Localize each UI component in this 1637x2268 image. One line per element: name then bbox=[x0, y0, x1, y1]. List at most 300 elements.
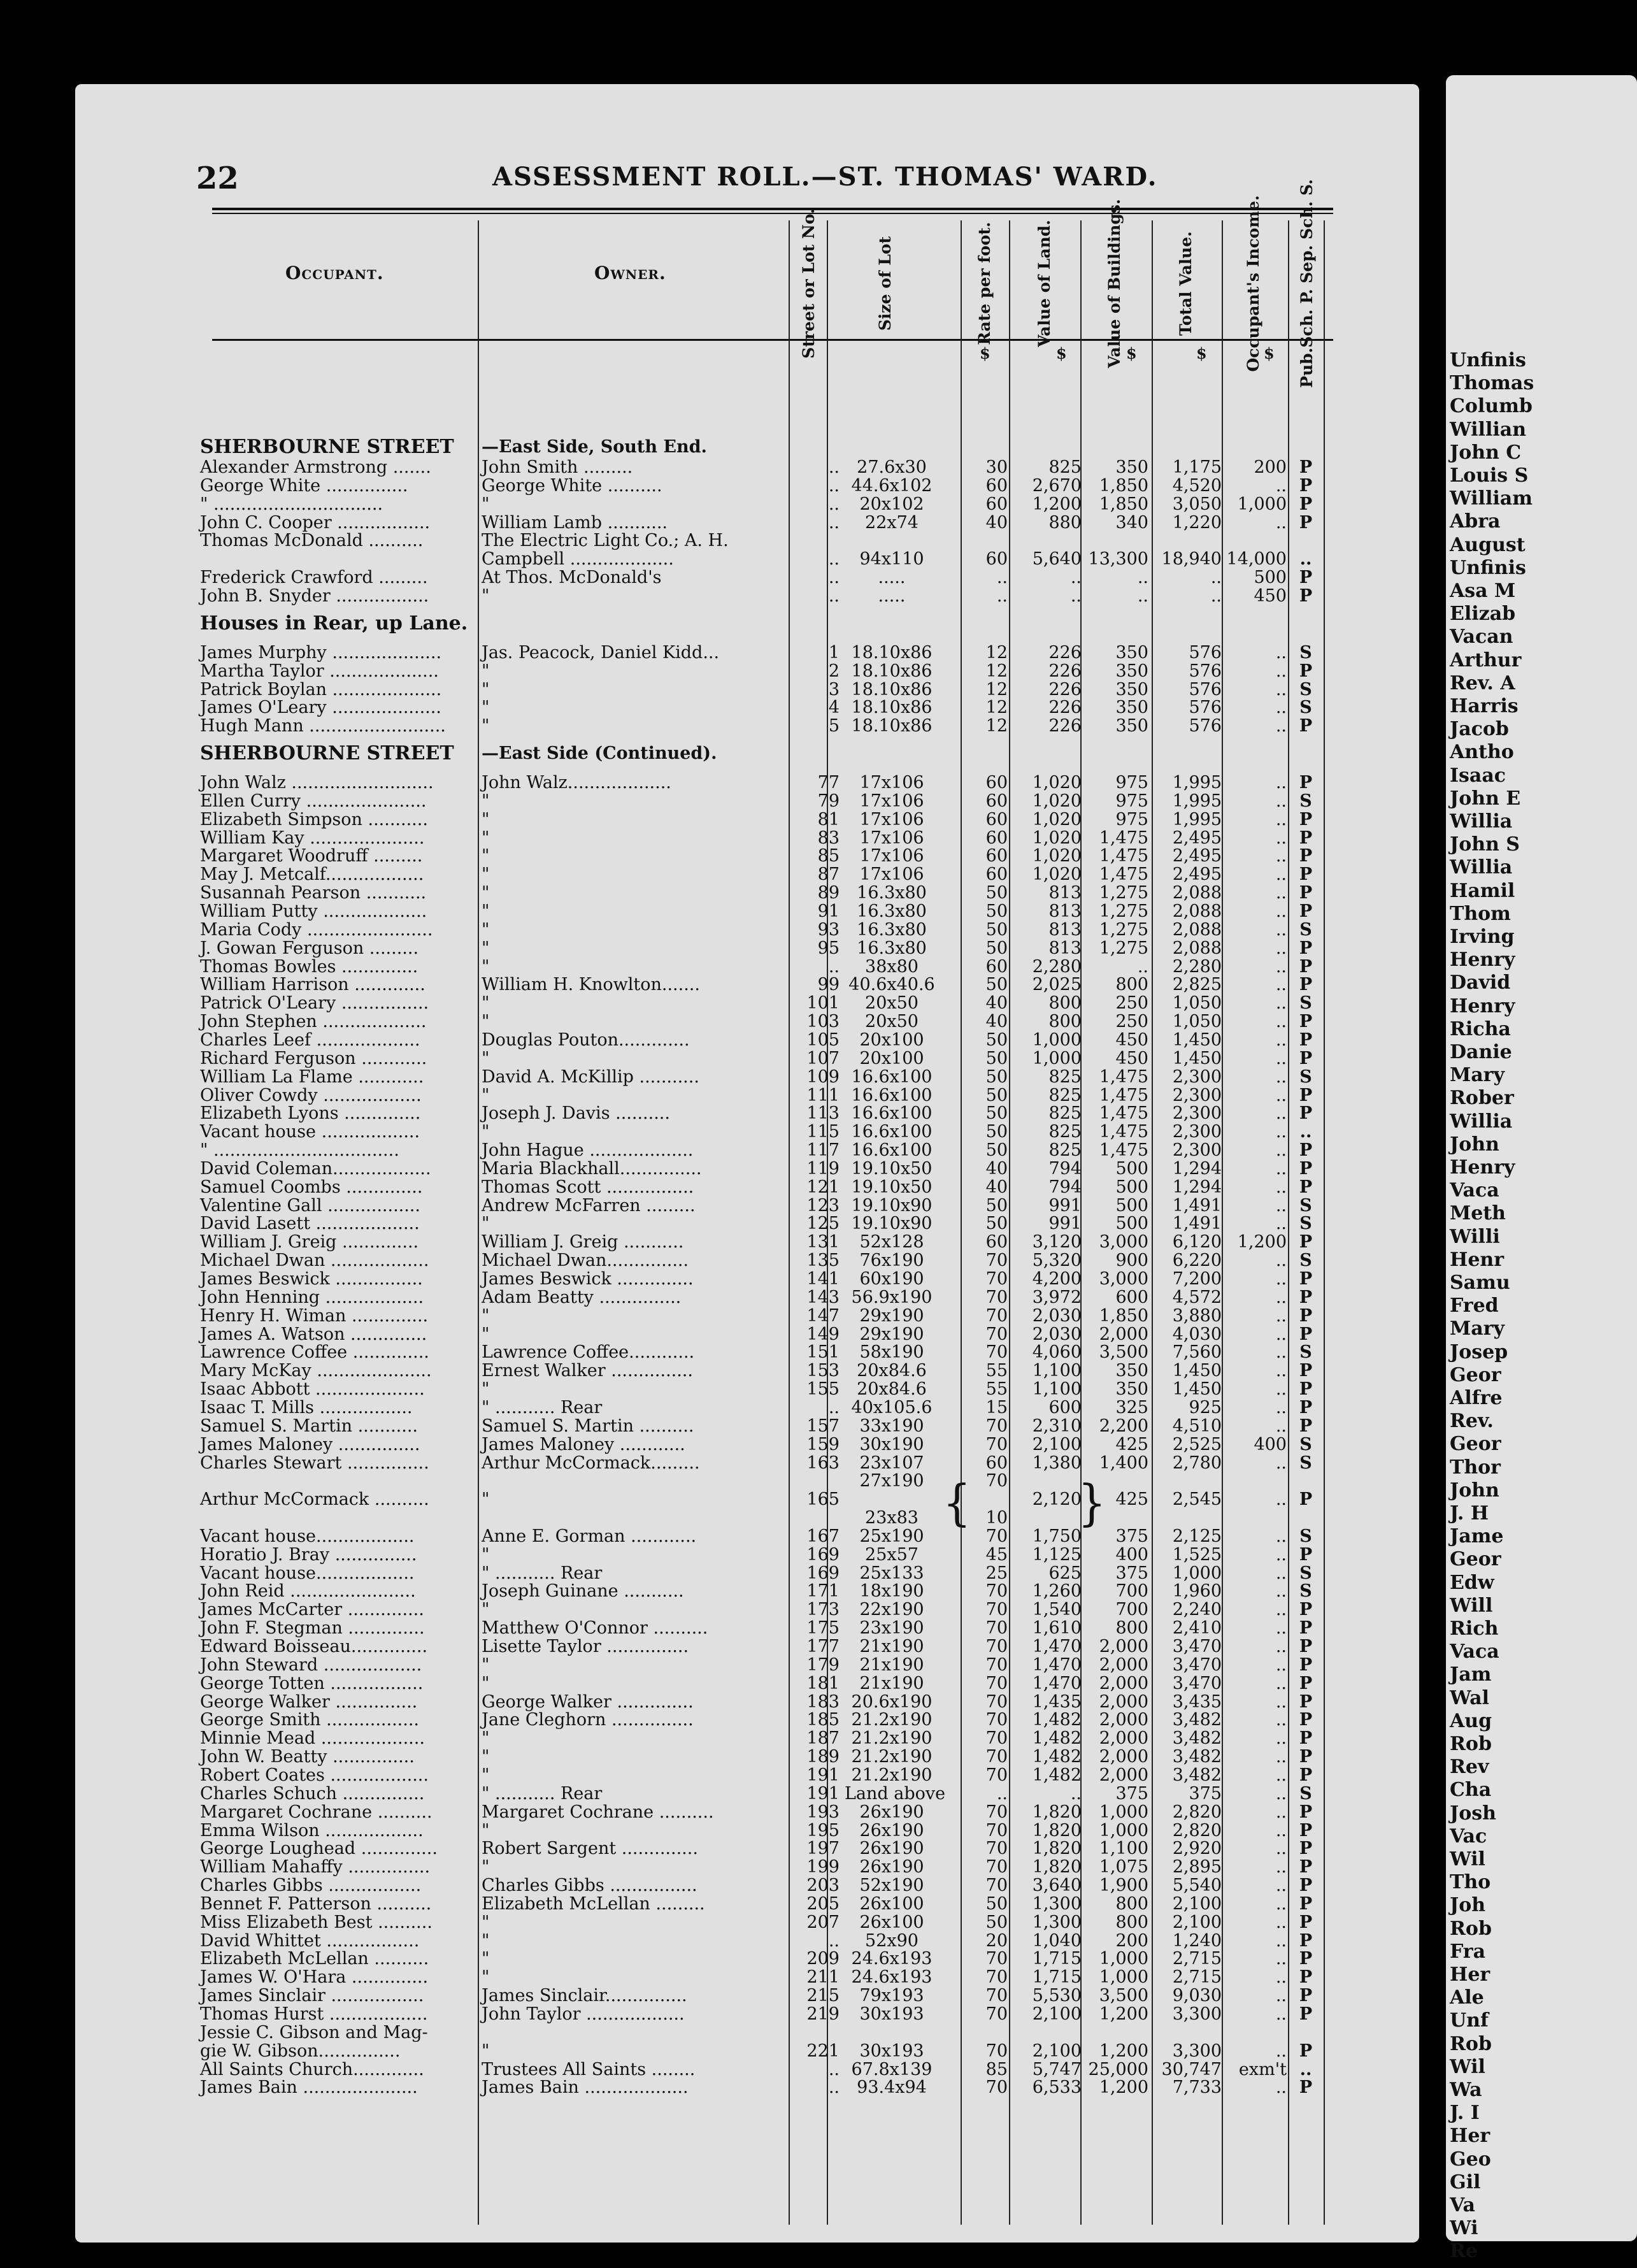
occupant-cell: " .................................. bbox=[200, 1140, 399, 1161]
buildings-value-cell: 3,000 bbox=[1099, 1269, 1148, 1289]
dollar-sign: $ bbox=[1126, 344, 1137, 362]
lot-size-cell: ..... bbox=[878, 568, 906, 588]
adjacent-page-line: Vaca bbox=[1450, 1640, 1499, 1663]
occupant-cell: Margaret Cochrane .......... bbox=[200, 1802, 432, 1822]
total-value-cell: 3,482 bbox=[1172, 1710, 1222, 1730]
school-cell: P bbox=[1299, 1085, 1313, 1105]
rate-cell: 70 bbox=[985, 1618, 1008, 1639]
buildings-value-cell: 425 bbox=[1115, 1434, 1148, 1454]
adjacent-page-line: Gil bbox=[1450, 2171, 1481, 2193]
buildings-value-cell: 25,000 bbox=[1088, 2059, 1148, 2079]
brace-left: { bbox=[943, 1474, 971, 1532]
adjacent-page-line: Rev bbox=[1450, 1756, 1489, 1779]
lot-number-cell: 151 bbox=[806, 1342, 840, 1363]
land-value-cell: 1,610 bbox=[1032, 1618, 1082, 1639]
land-value-cell: 226 bbox=[1048, 716, 1082, 736]
buildings-value-cell: 1,275 bbox=[1099, 883, 1148, 903]
land-value-cell: 1,820 bbox=[1032, 1857, 1082, 1877]
buildings-value-cell: 375 bbox=[1115, 1563, 1148, 1583]
school-cell: P bbox=[1299, 1379, 1313, 1400]
school-cell: P bbox=[1299, 1893, 1313, 1914]
income-cell: .. bbox=[1275, 1581, 1287, 1602]
income-cell: .. bbox=[1275, 1986, 1287, 2006]
total-value-cell: 925 bbox=[1189, 1397, 1222, 1418]
income-cell: .. bbox=[1275, 956, 1287, 977]
rate-cell: 70 bbox=[985, 1857, 1008, 1877]
occupant-cell: J. Gowan Ferguson ......... bbox=[200, 938, 419, 958]
income-cell: .. bbox=[1275, 1324, 1287, 1344]
section-heading-row bbox=[75, 438, 1419, 457]
lot-number-cell: 209 bbox=[806, 1949, 840, 1969]
land-value-cell: 813 bbox=[1048, 938, 1082, 958]
buildings-value-cell: 450 bbox=[1115, 1048, 1148, 1068]
owner-cell: James Beswick .............. bbox=[482, 1269, 694, 1289]
school-cell: .. bbox=[1299, 1122, 1312, 1142]
table-row bbox=[75, 1968, 1419, 1987]
total-value-cell: 3,880 bbox=[1172, 1305, 1222, 1326]
buildings-value-cell: 1,000 bbox=[1099, 1802, 1148, 1822]
land-value-cell: 825 bbox=[1048, 1066, 1082, 1087]
rate-cell: .. bbox=[996, 568, 1008, 588]
rate-cell: 70 bbox=[985, 1581, 1008, 1602]
buildings-value-cell: 600 bbox=[1115, 1287, 1148, 1307]
occupant-cell: Charles Schuch ............... bbox=[200, 1783, 425, 1804]
owner-cell: —East Side, South End. bbox=[482, 437, 707, 457]
owner-cell: At Thos. McDonald's bbox=[482, 568, 662, 588]
school-cell: P bbox=[1299, 883, 1313, 903]
land-value-cell: 226 bbox=[1048, 698, 1082, 718]
total-value-cell: 576 bbox=[1189, 698, 1222, 718]
land-value-cell: 1,125 bbox=[1032, 1544, 1082, 1565]
owner-cell: " bbox=[482, 865, 490, 885]
occupant-cell: SHERBOURNE STREET bbox=[200, 436, 454, 458]
income-cell: .. bbox=[1275, 865, 1287, 885]
table-row bbox=[75, 1986, 1419, 2006]
adjacent-page-line: Alfre bbox=[1450, 1387, 1503, 1409]
owner-cell: " bbox=[482, 1673, 490, 1693]
table-row bbox=[75, 643, 1419, 663]
lot-number-cell: 79 bbox=[817, 791, 840, 811]
school-cell: P bbox=[1299, 938, 1313, 958]
occupant-cell: Oliver Cowdy .................. bbox=[200, 1085, 422, 1105]
income-cell: .. bbox=[1275, 901, 1287, 921]
buildings-value-cell: 1,475 bbox=[1099, 1122, 1148, 1142]
lot-number-cell: 113 bbox=[806, 1103, 840, 1124]
lot-size-cell: 26x190 bbox=[859, 1857, 924, 1877]
income-cell: .. bbox=[1275, 1066, 1287, 1087]
income-cell: .. bbox=[1275, 919, 1287, 940]
total-value-cell: 2,545 bbox=[1172, 1489, 1222, 1510]
adjacent-page-line: Abra bbox=[1450, 510, 1501, 533]
table-row bbox=[75, 847, 1419, 866]
lot-size-cell: 27x190 bbox=[859, 1471, 924, 1491]
rate-cell: 70 bbox=[985, 1967, 1008, 1988]
lot-size-cell: 21.2x190 bbox=[851, 1747, 933, 1767]
rate-cell: 85 bbox=[985, 2059, 1008, 2079]
rate-cell: 70 bbox=[985, 1839, 1008, 1859]
total-value-cell: 2,920 bbox=[1172, 1839, 1222, 1859]
owner-cell: John Smith ......... bbox=[482, 457, 633, 477]
buildings-value-cell: 200 bbox=[1115, 1930, 1148, 1951]
lot-size-cell: 26x100 bbox=[859, 1912, 924, 1932]
rate-cell: 12 bbox=[985, 642, 1008, 663]
lot-size-cell: 16.3x80 bbox=[857, 938, 927, 958]
adjacent-page-line: John C bbox=[1450, 441, 1522, 464]
owner-cell: Adam Beatty ............... bbox=[482, 1287, 682, 1307]
occupant-cell: Elizabeth Lyons .............. bbox=[200, 1103, 421, 1124]
school-cell: S bbox=[1299, 919, 1312, 940]
table-row bbox=[75, 1600, 1419, 1619]
land-value-cell: 226 bbox=[1048, 642, 1082, 663]
school-cell: P bbox=[1299, 1030, 1313, 1050]
total-value-cell: 2,715 bbox=[1172, 1949, 1222, 1969]
lot-size-cell: 25x133 bbox=[859, 1563, 924, 1583]
school-cell: P bbox=[1299, 1637, 1313, 1656]
buildings-value-cell: 1,850 bbox=[1099, 494, 1148, 514]
school-cell: P bbox=[1299, 2078, 1313, 2098]
occupant-cell: Ellen Curry ...................... bbox=[200, 791, 427, 811]
lot-size-cell: 23x107 bbox=[859, 1453, 924, 1473]
lot-number-cell: 169 bbox=[806, 1544, 840, 1565]
income-cell: .. bbox=[1275, 716, 1287, 736]
school-cell: S bbox=[1299, 1214, 1312, 1234]
adjacent-page-line: Willian bbox=[1450, 418, 1526, 441]
rate-cell: 70 bbox=[985, 1287, 1008, 1307]
table-row bbox=[75, 1123, 1419, 1142]
adjacent-page-line: Thomas bbox=[1450, 372, 1534, 395]
school-cell: P bbox=[1299, 1324, 1313, 1344]
table-row bbox=[75, 1949, 1419, 1969]
land-value-cell: 1,820 bbox=[1032, 1820, 1082, 1841]
lot-size-cell: 20.6x190 bbox=[851, 1691, 933, 1712]
lot-number-cell: 189 bbox=[806, 1747, 840, 1767]
total-value-cell: 6,120 bbox=[1172, 1232, 1222, 1252]
lot-size-cell: 30x193 bbox=[859, 2004, 924, 2024]
total-value-cell: 7,560 bbox=[1172, 1342, 1222, 1363]
page-title: ASSESSMENT ROLL.—ST. THOMAS' WARD. bbox=[492, 162, 1158, 192]
total-value-cell: 1,175 bbox=[1172, 457, 1222, 477]
lot-number-cell: 221 bbox=[806, 2041, 840, 2061]
rate-cell: 20 bbox=[985, 1930, 1008, 1951]
adjacent-page-line: William bbox=[1450, 487, 1533, 510]
income-cell: .. bbox=[1275, 1048, 1287, 1068]
occupant-cell: gie W. Gibson............... bbox=[200, 2041, 401, 2061]
table-row bbox=[75, 458, 1419, 477]
rate-cell: 12 bbox=[985, 716, 1008, 736]
occupant-cell: George Loughead .............. bbox=[200, 1839, 438, 1859]
rate-cell: 55 bbox=[985, 1379, 1008, 1400]
owner-cell: " bbox=[482, 1085, 490, 1105]
rate-cell: 40 bbox=[985, 512, 1008, 533]
school-cell: P bbox=[1299, 1397, 1313, 1418]
owner-cell: Michael Dwan............... bbox=[482, 1251, 689, 1271]
income-cell: .. bbox=[1275, 1765, 1287, 1785]
income-cell: .. bbox=[1275, 1912, 1287, 1932]
income-cell: .. bbox=[1275, 1379, 1287, 1400]
owner-cell: William H. Knowlton....... bbox=[482, 975, 700, 995]
total-value-cell: 3,482 bbox=[1172, 1728, 1222, 1749]
lot-size-cell: 19.10x50 bbox=[851, 1158, 933, 1179]
occupant-cell: James Sinclair ................. bbox=[200, 1986, 424, 2006]
table-row bbox=[75, 1932, 1419, 1951]
adjacent-page-line: Her bbox=[1450, 2125, 1490, 2148]
rate-cell: 50 bbox=[985, 1085, 1008, 1105]
owner-cell: " bbox=[482, 1544, 490, 1565]
lot-size-cell: 67.8x139 bbox=[851, 2059, 933, 2079]
lot-size-cell: 16.3x80 bbox=[857, 919, 927, 940]
buildings-value-cell: 1,475 bbox=[1099, 865, 1148, 885]
land-value-cell: 813 bbox=[1048, 919, 1082, 940]
income-cell: .. bbox=[1275, 993, 1287, 1014]
rate-cell: 12 bbox=[985, 698, 1008, 718]
land-value-cell: 1,020 bbox=[1032, 828, 1082, 848]
adjacent-page-line: Fra bbox=[1450, 1940, 1486, 1963]
income-cell: .. bbox=[1275, 1600, 1287, 1620]
buildings-value-cell: 3,500 bbox=[1099, 1342, 1148, 1363]
lot-number-cell: 91 bbox=[817, 901, 840, 921]
table-row bbox=[75, 1343, 1419, 1362]
buildings-value-cell: 375 bbox=[1115, 1783, 1148, 1804]
land-value-cell: .. bbox=[1070, 1783, 1082, 1804]
table-row bbox=[75, 975, 1419, 994]
table-row bbox=[75, 531, 1419, 550]
school-cell: S bbox=[1299, 1251, 1312, 1271]
table-row bbox=[75, 1049, 1419, 1068]
rate-cell: 60 bbox=[985, 865, 1008, 885]
table-row bbox=[75, 865, 1419, 884]
occupant-cell: Houses in Rear, up Lane. bbox=[200, 612, 468, 635]
occupant-cell: John Henning .................. bbox=[200, 1287, 424, 1307]
total-value-cell: 2,525 bbox=[1172, 1434, 1222, 1454]
school-cell: P bbox=[1299, 1986, 1313, 2006]
land-value-cell: 2,100 bbox=[1032, 2041, 1082, 2061]
income-cell: .. bbox=[1275, 1691, 1287, 1712]
land-value-cell: 1,482 bbox=[1032, 1765, 1082, 1785]
adjacent-page-line: Rob bbox=[1450, 2032, 1492, 2055]
school-cell: P bbox=[1299, 1765, 1313, 1785]
total-value-cell: 4,520 bbox=[1172, 475, 1222, 496]
occupant-cell: George Totten ................. bbox=[200, 1673, 424, 1693]
school-cell: P bbox=[1299, 1232, 1313, 1252]
buildings-value-cell: 350 bbox=[1115, 661, 1148, 681]
land-value-cell: 825 bbox=[1048, 1103, 1082, 1124]
rate-cell: 60 bbox=[985, 475, 1008, 496]
dollar-sign: $ bbox=[1196, 344, 1207, 362]
total-value-cell: 1,450 bbox=[1172, 1361, 1222, 1381]
lot-number-cell: .. bbox=[828, 1930, 840, 1951]
table-row bbox=[75, 1711, 1419, 1730]
land-value-cell: 1,020 bbox=[1032, 791, 1082, 811]
school-cell: P bbox=[1299, 1305, 1313, 1326]
rate-cell: 70 bbox=[985, 1342, 1008, 1363]
lot-size-cell: 23x190 bbox=[859, 1618, 924, 1639]
total-value-header: Total Value. bbox=[1176, 231, 1195, 336]
owner-cell: " bbox=[482, 1728, 490, 1749]
total-value-cell: 2,495 bbox=[1172, 865, 1222, 885]
land-value-cell: 1,380 bbox=[1032, 1453, 1082, 1473]
lot-number-cell: 185 bbox=[806, 1710, 840, 1730]
total-value-cell: 2,100 bbox=[1172, 1893, 1222, 1914]
buildings-value-cell: 1,475 bbox=[1099, 828, 1148, 848]
income-cell: 200 bbox=[1254, 457, 1287, 477]
rate-cell: 25 bbox=[985, 1563, 1008, 1583]
land-value-cell: 1,715 bbox=[1032, 1967, 1082, 1988]
land-value-cell: 991 bbox=[1048, 1195, 1082, 1216]
land-value-cell: 2,030 bbox=[1032, 1324, 1082, 1344]
occupant-cell: Arthur McCormack .......... bbox=[200, 1489, 429, 1510]
income-cell: .. bbox=[1275, 883, 1287, 903]
lot-size-cell: Land above bbox=[845, 1783, 946, 1804]
school-cell: S bbox=[1299, 1783, 1312, 1804]
lot-number-cell: 125 bbox=[806, 1214, 840, 1234]
table-row bbox=[75, 477, 1419, 496]
lot-number-cell: 193 bbox=[806, 1802, 840, 1822]
table-row bbox=[75, 1582, 1419, 1601]
school-cell: S bbox=[1299, 1195, 1312, 1216]
land-value-cell: 1,715 bbox=[1032, 1949, 1082, 1969]
rate-cell: 70 bbox=[985, 1434, 1008, 1454]
lot-number-cell: 215 bbox=[806, 1986, 840, 2006]
adjacent-page-line: Henr bbox=[1450, 1248, 1505, 1271]
land-value-cell: 825 bbox=[1048, 1122, 1082, 1142]
occupant-cell: Frederick Crawford ......... bbox=[200, 568, 428, 588]
adjacent-page-line: Willia bbox=[1450, 1110, 1513, 1133]
lot-number-cell: 207 bbox=[806, 1912, 840, 1932]
adjacent-page-line: Tho bbox=[1450, 1871, 1491, 1894]
buildings-value-cell: 400 bbox=[1115, 1544, 1148, 1565]
lot-size-cell: 22x74 bbox=[865, 512, 919, 533]
rate-cell: 50 bbox=[985, 1195, 1008, 1216]
school-cell: S bbox=[1299, 1434, 1312, 1454]
school-cell: P bbox=[1299, 1673, 1313, 1693]
rate-cell: 50 bbox=[985, 1066, 1008, 1087]
total-value-cell: 2,300 bbox=[1172, 1140, 1222, 1161]
table-row bbox=[75, 884, 1419, 903]
occupant-cell: Vacant house.................. bbox=[200, 1526, 415, 1546]
adjacent-page-line: Ale bbox=[1450, 1986, 1484, 2009]
lot-number-cell: 103 bbox=[806, 1012, 840, 1032]
owner-cell: Joseph J. Davis .......... bbox=[482, 1103, 670, 1124]
land-value-cell: 226 bbox=[1048, 679, 1082, 700]
school-cell: S bbox=[1299, 642, 1312, 663]
lot-size-cell: 22x190 bbox=[859, 1600, 924, 1620]
table-row bbox=[75, 680, 1419, 700]
school-cell: S bbox=[1299, 791, 1312, 811]
rate-cell: 70 bbox=[985, 1802, 1008, 1822]
total-value-cell: 1,000 bbox=[1172, 1563, 1222, 1583]
land-value-cell: 5,320 bbox=[1032, 1251, 1082, 1271]
buildings-value-cell: 1,000 bbox=[1099, 1820, 1148, 1841]
rate-cell: 70 bbox=[985, 2004, 1008, 2024]
lot-number-cell: 205 bbox=[806, 1893, 840, 1914]
land-value-cell: 4,200 bbox=[1032, 1269, 1082, 1289]
rate-cell: 70 bbox=[985, 1710, 1008, 1730]
occupant-cell: William Kay ..................... bbox=[200, 828, 425, 848]
rate-cell: 50 bbox=[985, 1030, 1008, 1050]
land-value-cell: 1,100 bbox=[1032, 1361, 1082, 1381]
land-value-cell: 1,482 bbox=[1032, 1710, 1082, 1730]
owner-cell: " bbox=[482, 1747, 490, 1767]
occupant-cell: Margaret Woodruff ......... bbox=[200, 846, 423, 866]
buildings-value-cell: 975 bbox=[1115, 809, 1148, 829]
income-cell: .. bbox=[1275, 1030, 1287, 1050]
table-row bbox=[75, 1398, 1419, 1418]
lot-number-cell: 99 bbox=[817, 975, 840, 995]
occupant-cell: William J. Greig .............. bbox=[200, 1232, 419, 1252]
total-value-cell: 576 bbox=[1189, 679, 1222, 700]
table-row bbox=[75, 1214, 1419, 1233]
table-row bbox=[75, 513, 1419, 533]
table-row bbox=[75, 2023, 1419, 2042]
owner-cell: Arthur McCormack......... bbox=[482, 1453, 700, 1473]
adjacent-page-line: J. H bbox=[1450, 1502, 1489, 1525]
owner-cell: John Taylor .................. bbox=[482, 2004, 685, 2024]
land-value-cell: 5,530 bbox=[1032, 1986, 1082, 2006]
income-cell: .. bbox=[1275, 1085, 1287, 1105]
table-row bbox=[75, 1159, 1419, 1179]
owner-cell: " bbox=[482, 791, 490, 811]
size-header: Size of Lot bbox=[876, 236, 894, 331]
rate-cell: 70 bbox=[985, 1986, 1008, 2006]
buildings-value-cell: .. bbox=[1137, 585, 1148, 606]
lot-number-cell: .. bbox=[828, 956, 840, 977]
lot-size-cell: 20x102 bbox=[859, 494, 924, 514]
table-row bbox=[75, 1270, 1419, 1289]
lot-size-cell: 21x190 bbox=[859, 1673, 924, 1693]
table-row bbox=[75, 1766, 1419, 1785]
adjacent-page-line: Willia bbox=[1450, 810, 1513, 833]
owner-cell: " bbox=[482, 1012, 490, 1032]
total-value-cell: 2,820 bbox=[1172, 1802, 1222, 1822]
owner-cell: " bbox=[482, 901, 490, 921]
table-row bbox=[75, 902, 1419, 921]
buildings-value-cell: 2,000 bbox=[1099, 1710, 1148, 1730]
occupant-cell: John C. Cooper ................. bbox=[200, 512, 431, 533]
lot-size-cell: 17x106 bbox=[859, 846, 924, 866]
owner-cell: " bbox=[482, 716, 490, 736]
owner-cell: " bbox=[482, 993, 490, 1014]
buildings-value-cell: 450 bbox=[1115, 1030, 1148, 1050]
income-cell: .. bbox=[1275, 1342, 1287, 1363]
lot-size-cell: 17x106 bbox=[859, 773, 924, 793]
school-cell: S bbox=[1299, 1066, 1312, 1087]
income-cell: .. bbox=[1275, 1012, 1287, 1032]
adjacent-page-line: Rober bbox=[1450, 1087, 1514, 1110]
rate-cell: 50 bbox=[985, 975, 1008, 995]
owner-cell: " bbox=[482, 883, 490, 903]
adjacent-page-line: Mary bbox=[1450, 1317, 1505, 1340]
school-cell: P bbox=[1299, 1691, 1313, 1712]
table-row bbox=[75, 1472, 1419, 1491]
income-cell: .. bbox=[1275, 1544, 1287, 1565]
total-value-cell: 2,895 bbox=[1172, 1857, 1222, 1877]
income-cell: .. bbox=[1275, 1857, 1287, 1877]
total-value-cell: 2,300 bbox=[1172, 1122, 1222, 1142]
buildings-value-cell: 700 bbox=[1115, 1581, 1148, 1602]
lot-size-cell: 24.6x193 bbox=[851, 1967, 933, 1988]
lot-size-cell: 20x100 bbox=[859, 1030, 924, 1050]
lot-size-cell: 26x100 bbox=[859, 1893, 924, 1914]
buildings-value-cell: 500 bbox=[1115, 1158, 1148, 1179]
adjacent-page-line: Joh bbox=[1450, 1894, 1486, 1917]
buildings-value-cell: 800 bbox=[1115, 1618, 1148, 1639]
rate-cell: 12 bbox=[985, 661, 1008, 681]
lot-number-cell: 93 bbox=[817, 919, 840, 940]
lot-size-cell: 56.9x190 bbox=[851, 1287, 933, 1307]
owner-cell: Douglas Pouton............. bbox=[482, 1030, 690, 1050]
school-cell: S bbox=[1299, 698, 1312, 718]
income-cell: .. bbox=[1275, 475, 1287, 496]
